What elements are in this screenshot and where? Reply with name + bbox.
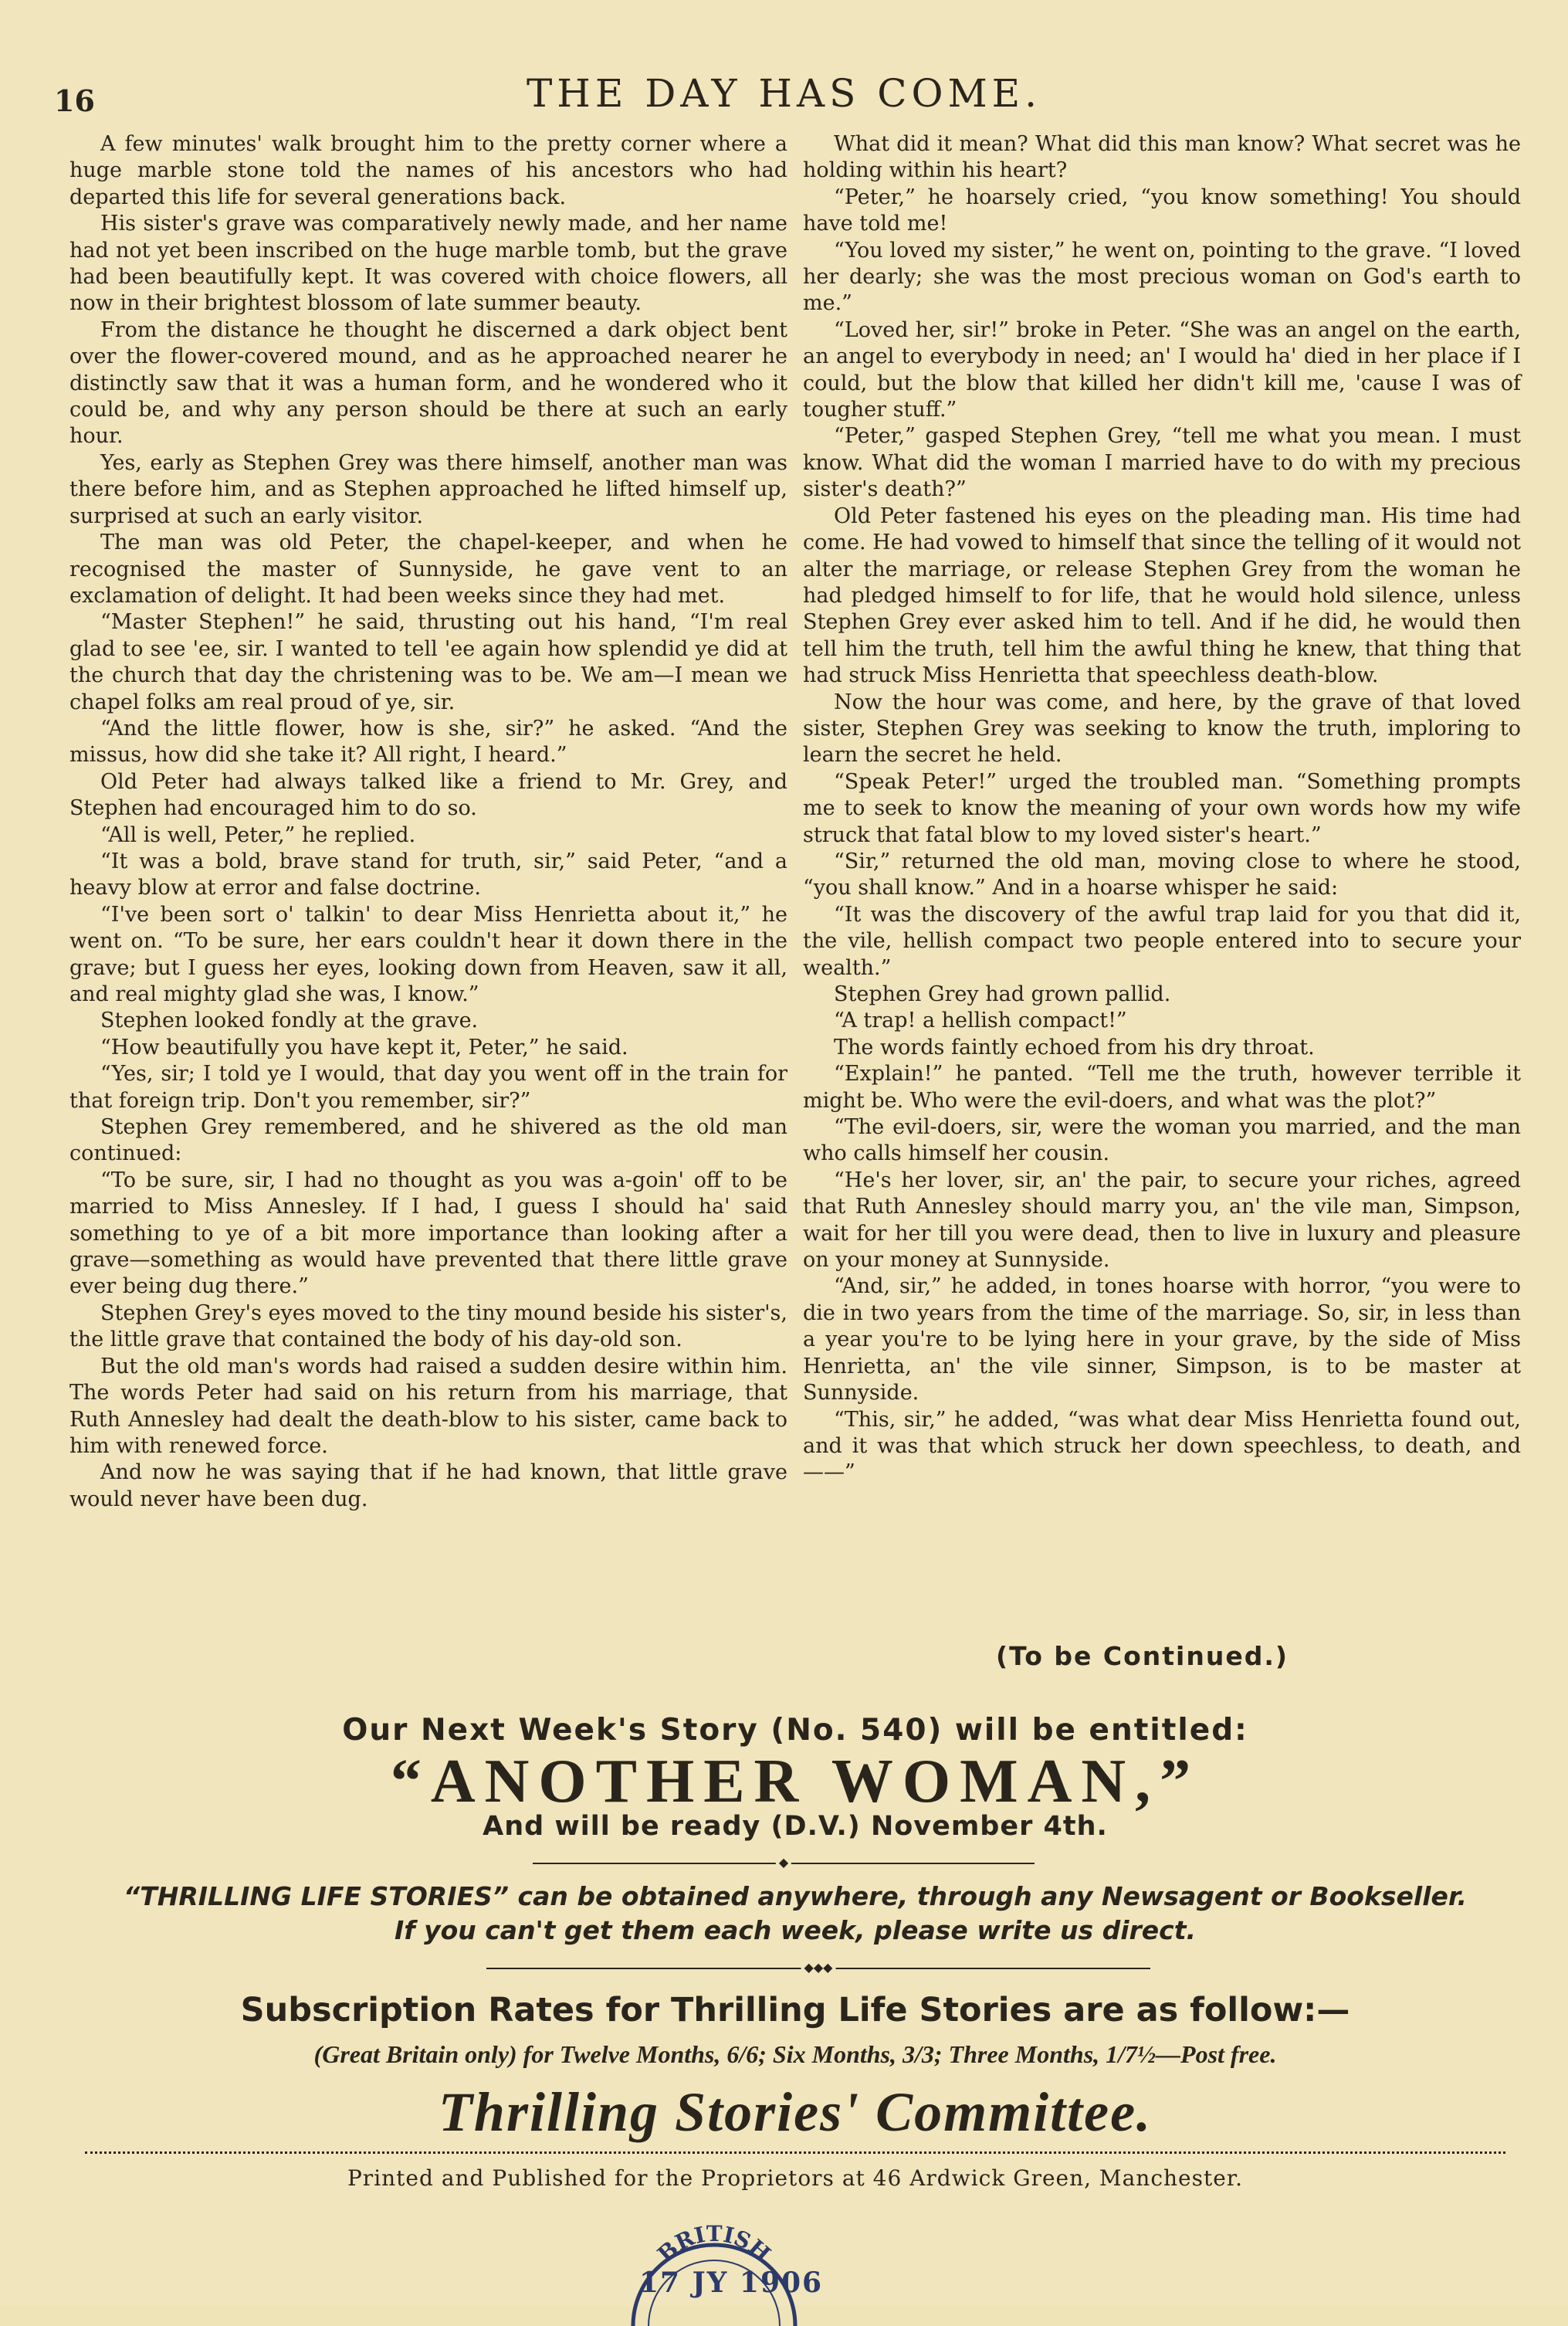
paragraph: Now the hour was come, and here, by the grave of that loved sister, Stephen Grey was seeking to know the truth, imploring to learn the secret he held.: [803, 690, 1521, 768]
paragraph: “The evil-doers, sir, were the woman you married, and the man who calls himself her cousin.: [803, 1115, 1521, 1166]
paragraph: The words faintly echoed from his dry throat.: [834, 1035, 1315, 1060]
paragraph: “Sir,” returned the old man, moving close to where he stood, “you shall know.” And in a hoarse whisper he said:: [803, 849, 1521, 900]
paragraph: But the old man's words had raised a sudden desire within him. The words Peter had said on his return from his marriage, that Ruth Annesley had dealt the death-blow to his sister, came back to him with renewed force.: [69, 1354, 787, 1458]
next-week-title: “ANOTHER WOMAN,”: [390, 1748, 1201, 1816]
paragraph: “Explain!” he panted. “Tell me the truth, however terrible it might be. Who were the evil-doers, and what was the plot?”: [803, 1062, 1521, 1113]
paragraph: “Master Stephen!” he said, thrusting out his hand, “I'm real glad to see 'ee, sir. I wanted to tell 'ee again how splendid ye did at the church that day the christening was to be. We am—I mean we chapel folks am real proud of ye, sir.: [69, 610, 787, 714]
paragraph: A few minutes' walk brought him to the pretty corner where a huge marble stone told the names of his ancestors who had departed this life for several generations back.: [69, 132, 787, 209]
paragraph: Stephen Grey's eyes moved to the tiny mound beside his sister's, the little grave that contained the body of his day-old son.: [69, 1300, 787, 1352]
paragraph: “A trap! a hellish compact!”: [834, 1009, 1127, 1033]
next-week-ready-date: And will be ready (D.V.) November 4th.: [483, 1811, 1108, 1842]
paragraph: Stephen Grey remembered, and he shivered as the old man continued:: [69, 1115, 787, 1166]
stamp-arc-text: BRITISH: [652, 2220, 776, 2267]
next-week-announcement: Our Next Week's Story (No. 540) will be entitled:: [342, 1713, 1248, 1748]
paragraph: “Speak Peter!” urged the troubled man. “Something prompts me to seek to know the meaning of your own words how my wife struck that fatal blow to my loved sister's heart.”: [803, 769, 1521, 847]
left-column: [69, 131, 787, 1676]
paragraph: The man was old Peter, the chapel-keeper, and when he recognised the master of Sunnyside, he gave vent to an exclamation of delight. It had been weeks since they had met.: [69, 531, 787, 608]
paragraph: “All is well, Peter,” he replied.: [100, 822, 416, 847]
paragraph: “And the little flower, how is she, sir?” he asked. “And the missus, how did she take it? All right, I heard.”: [69, 716, 787, 768]
subscription-rates: (Great Britain only) for Twelve Months, 6/6; Six Months, 3/3; Three Months, 1/7½—Post free.: [313, 2040, 1277, 2068]
write-direct-notice: If you can't get them each week, please write us direct.: [394, 1915, 1197, 1945]
ornamental-rule-1: ◆: [533, 1863, 1035, 1864]
paragraph: “Peter,” gasped Stephen Grey, “tell me what you mean. I must know. What did the woman I married have to do with my precious sister's death?”: [803, 424, 1521, 502]
paragraph: What did it mean? What did this man know? What secret was he holding within his heart?: [803, 132, 1521, 183]
obtain-notice: “THRILLING LIFE STORIES” can be obtained anywhere, through any Newsagent or Bookseller.: [123, 1881, 1468, 1911]
paragraph: “It was a bold, brave stand for truth, sir,” said Peter, “and a heavy blow at error and false doctrine.: [69, 849, 787, 900]
right-column: [803, 131, 1521, 1676]
stamp-date: 17 JY 1906: [639, 2267, 824, 2299]
paragraph: “He's her lover, sir, an' the pair, to secure your riches, agreed that Ruth Annesley should marry you, an' the vile man, Simpson, wait for her till you were dead, then to live in luxury and pleasure on your money at Sunnyside.: [803, 1168, 1521, 1273]
paragraph: Stephen Grey had grown pallid.: [834, 982, 1171, 1006]
paragraph: “Peter,” he hoarsely cried, “you know something! You should have told me!: [803, 185, 1521, 236]
paragraph: “It was the discovery of the awful trap laid for you that did it, the vile, hellish compact two people entered into to secure your wealth.”: [803, 902, 1521, 980]
paragraph: “This, sir,” he added, “was what dear Miss Henrietta found out, and it was that which struck her down speechless, to death, and ——”: [803, 1407, 1521, 1485]
paragraph: Yes, early as Stephen Grey was there himself, another man was there before him, and as Stephen approached he lifted himself up, surprised at such an early visitor.: [69, 450, 787, 528]
paragraph: Stephen looked fondly at the grave.: [100, 1009, 479, 1033]
paragraph: “Loved her, sir!” broke in Peter. “She was an angel on the earth, an angel to everybody in need; an' I would ha' died in her place if I could, but the blow that killed her didn't kill me, 'cause I was of tougher stuff.”: [803, 317, 1521, 422]
page-number: 16: [54, 83, 95, 118]
paragraph: “To be sure, sir, I had no thought as you was a-goin' off to be married to Miss Annesley. If I had, I guess I should ha' said something to ye of a bit more importance than looking after a grave—something as would have prevented that there little grave ever being dug there.”: [69, 1168, 787, 1299]
paragraph: Old Peter had always talked like a friend to Mr. Grey, and Stephen had encouraged him to do so.: [69, 769, 787, 821]
paragraph: “You loved my sister,” he went on, pointing to the grave. “I loved her dearly; she was the most precious woman on God's earth to me.”: [803, 238, 1521, 316]
paragraph: And now he was saying that if he had known, that little grave would never have been dug.: [69, 1460, 787, 1511]
subscription-heading: Subscription Rates for Thrilling Life Stories are as follow:—: [240, 1991, 1350, 2029]
paragraph: “How beautifully you have kept it, Peter,” he said.: [100, 1035, 628, 1060]
paragraph: “Yes, sir; I told ye I would, that day you went off in the train for that foreign trip. Don't you remember, sir?”: [69, 1062, 787, 1113]
paragraph: “And, sir,” he added, in tones hoarse with horror, “you were to die in two years from the time of the marriage. So, sir, in less than a year you're to be lying here in your grave, by the side of Miss Henrietta, an' the vile sinner, Simpson, is to be master at Sunnyside.: [803, 1274, 1521, 1405]
dotted-divider: [85, 2151, 1505, 2154]
story-columns: [69, 131, 1521, 1676]
committee-signature: Thrilling Stories' Committee.: [438, 2081, 1153, 2143]
paragraph: “I've been sort o' talkin' to dear Miss Henrietta about it,” he went on. “To be sure, her ears couldn't hear it down there in the grave; but I guess her eyes, looking down from Heaven, saw it all, and real mighty glad she was, I know.”: [69, 902, 787, 1006]
paragraph: Old Peter fastened his eyes on the pleading man. His time had come. He had vowed to himself that since the telling of it would not alter the marriage, or release Stephen Grey from the woman he had pledged himself to for life, that he would hold silence, unless Stephen Grey ever asked him to tell. And if he did, he would then tell him the truth, tell him the awful thing he knew, that thing that had struck Miss Henrietta that speechless death-blow.: [803, 504, 1521, 688]
paragraph: From the distance he thought he discerned a dark object bent over the flower-covered mound, and as he approached nearer he distinctly saw that it was a human form, and he wondered who it could be, and why any person should be there at such an early hour.: [69, 317, 787, 449]
printer-imprint: Printed and Published for the Proprietors at 46 Ardwick Green, Manchester.: [347, 2165, 1244, 2191]
running-title: THE DAY HAS COME.: [526, 71, 1042, 116]
to-be-continued: (To be Continued.): [996, 1641, 1289, 1671]
paragraph: His sister's grave was comparatively newly made, and her name had not yet been inscribed on the huge marble tomb, but the grave had been beautifully kept. It was covered with choice flowers, all now in their brightest blossom of late summer beauty.: [69, 212, 787, 316]
ornamental-rule-2: ◆◆◆: [486, 1968, 1150, 1969]
